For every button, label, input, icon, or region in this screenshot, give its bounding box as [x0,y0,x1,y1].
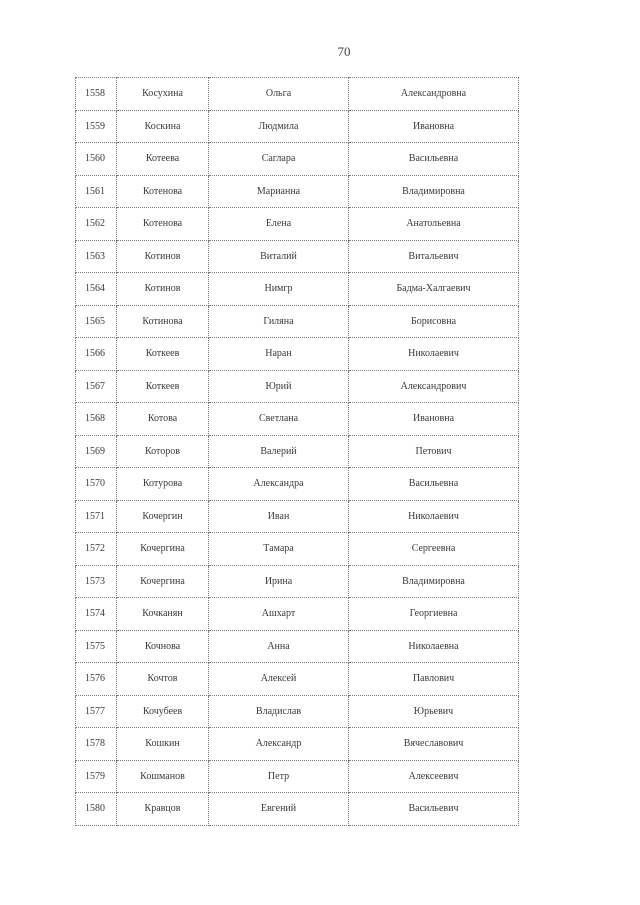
table-row [76,728,519,761]
patronymic-cell: Ивановна [349,403,519,436]
first-name-cell: Ашхарт [209,598,349,631]
row-number-cell: 1578 [76,728,117,761]
row-number-cell: 1561 [76,175,117,208]
last-name-cell: Кочнова [117,630,209,663]
patronymic-cell: Вячеславович [349,728,519,761]
row-number-cell: 1560 [76,143,117,176]
table-row [76,500,519,533]
row-number-cell: 1576 [76,663,117,696]
last-name-cell: Кочергина [117,533,209,566]
patronymic-cell: Павлович [349,663,519,696]
patronymic-cell: Петович [349,435,519,468]
patronymic-cell: Борисовна [349,305,519,338]
table-row [76,78,519,111]
table-row [76,403,519,436]
table-row [76,630,519,663]
row-number-cell: 1575 [76,630,117,663]
last-name-cell: Кочергин [117,500,209,533]
table-row [76,338,519,371]
row-number-cell: 1573 [76,565,117,598]
patronymic-cell: Сергеевна [349,533,519,566]
last-name-cell: Котинова [117,305,209,338]
table-row [76,565,519,598]
last-name-cell: Коскина [117,110,209,143]
first-name-cell: Ирина [209,565,349,598]
patronymic-cell: Георгиевна [349,598,519,631]
page-number: 70 [337,44,351,59]
patronymic-cell: Бадма-Халгаевич [349,273,519,306]
row-number-cell: 1565 [76,305,117,338]
table-row [76,208,519,241]
table-row [76,468,519,501]
last-name-cell: Котова [117,403,209,436]
table-row [76,305,519,338]
patronymic-cell: Владимировна [349,565,519,598]
patronymic-cell: Ивановна [349,110,519,143]
first-name-cell: Нимгр [209,273,349,306]
last-name-cell: Кравцов [117,793,209,826]
table-row [76,240,519,273]
first-name-cell: Гиляна [209,305,349,338]
last-name-cell: Косухина [117,78,209,111]
first-name-cell: Петр [209,760,349,793]
row-number-cell: 1577 [76,695,117,728]
patronymic-cell: Васильевна [349,468,519,501]
last-name-cell: Кочтов [117,663,209,696]
row-number-cell: 1558 [76,78,117,111]
patronymic-cell: Александрович [349,370,519,403]
last-name-cell: Котурова [117,468,209,501]
first-name-cell: Елена [209,208,349,241]
first-name-cell: Иван [209,500,349,533]
last-name-cell: Кочергина [117,565,209,598]
patronymic-cell: Васильевна [349,143,519,176]
first-name-cell: Владислав [209,695,349,728]
last-name-cell: Кочубеев [117,695,209,728]
first-name-cell: Александр [209,728,349,761]
table-row [76,533,519,566]
row-number-cell: 1570 [76,468,117,501]
row-number-cell: 1568 [76,403,117,436]
patronymic-cell: Николаевич [349,500,519,533]
patronymic-cell: Владимировна [349,175,519,208]
last-name-cell: Котенова [117,208,209,241]
table-row [76,435,519,468]
row-number-cell: 1562 [76,208,117,241]
row-number-cell: 1569 [76,435,117,468]
last-name-cell: Кошкин [117,728,209,761]
roster-table [75,77,519,826]
table-row [76,663,519,696]
first-name-cell: Наран [209,338,349,371]
first-name-cell: Марианна [209,175,349,208]
row-number-cell: 1572 [76,533,117,566]
first-name-cell: Евгений [209,793,349,826]
table-row [76,760,519,793]
last-name-cell: Коткеев [117,338,209,371]
row-number-cell: 1579 [76,760,117,793]
first-name-cell: Саглара [209,143,349,176]
last-name-cell: Которов [117,435,209,468]
first-name-cell: Александра [209,468,349,501]
first-name-cell: Людмила [209,110,349,143]
last-name-cell: Котенова [117,175,209,208]
patronymic-cell: Николаевич [349,338,519,371]
patronymic-cell: Юрьевич [349,695,519,728]
patronymic-cell: Алексеевич [349,760,519,793]
last-name-cell: Котеева [117,143,209,176]
row-number-cell: 1580 [76,793,117,826]
patronymic-cell: Александровна [349,78,519,111]
table-row [76,793,519,826]
first-name-cell: Юрий [209,370,349,403]
first-name-cell: Светлана [209,403,349,436]
first-name-cell: Анна [209,630,349,663]
last-name-cell: Кочканян [117,598,209,631]
table-row [76,143,519,176]
row-number-cell: 1563 [76,240,117,273]
row-number-cell: 1574 [76,598,117,631]
table-row [76,370,519,403]
last-name-cell: Кошманов [117,760,209,793]
first-name-cell: Валерий [209,435,349,468]
row-number-cell: 1571 [76,500,117,533]
row-number-cell: 1559 [76,110,117,143]
row-number-cell: 1566 [76,338,117,371]
patronymic-cell: Васильевич [349,793,519,826]
roster-body [76,78,519,826]
row-number-cell: 1564 [76,273,117,306]
first-name-cell: Алексей [209,663,349,696]
patronymic-cell: Витальевич [349,240,519,273]
last-name-cell: Коткеев [117,370,209,403]
patronymic-cell: Николаевна [349,630,519,663]
first-name-cell: Виталий [209,240,349,273]
table-row [76,695,519,728]
table-row [76,175,519,208]
last-name-cell: Котинов [117,273,209,306]
first-name-cell: Ольга [209,78,349,111]
table-row [76,110,519,143]
table-row [76,273,519,306]
row-number-cell: 1567 [76,370,117,403]
table-row [76,598,519,631]
first-name-cell: Тамара [209,533,349,566]
last-name-cell: Котинов [117,240,209,273]
patronymic-cell: Анатольевна [349,208,519,241]
